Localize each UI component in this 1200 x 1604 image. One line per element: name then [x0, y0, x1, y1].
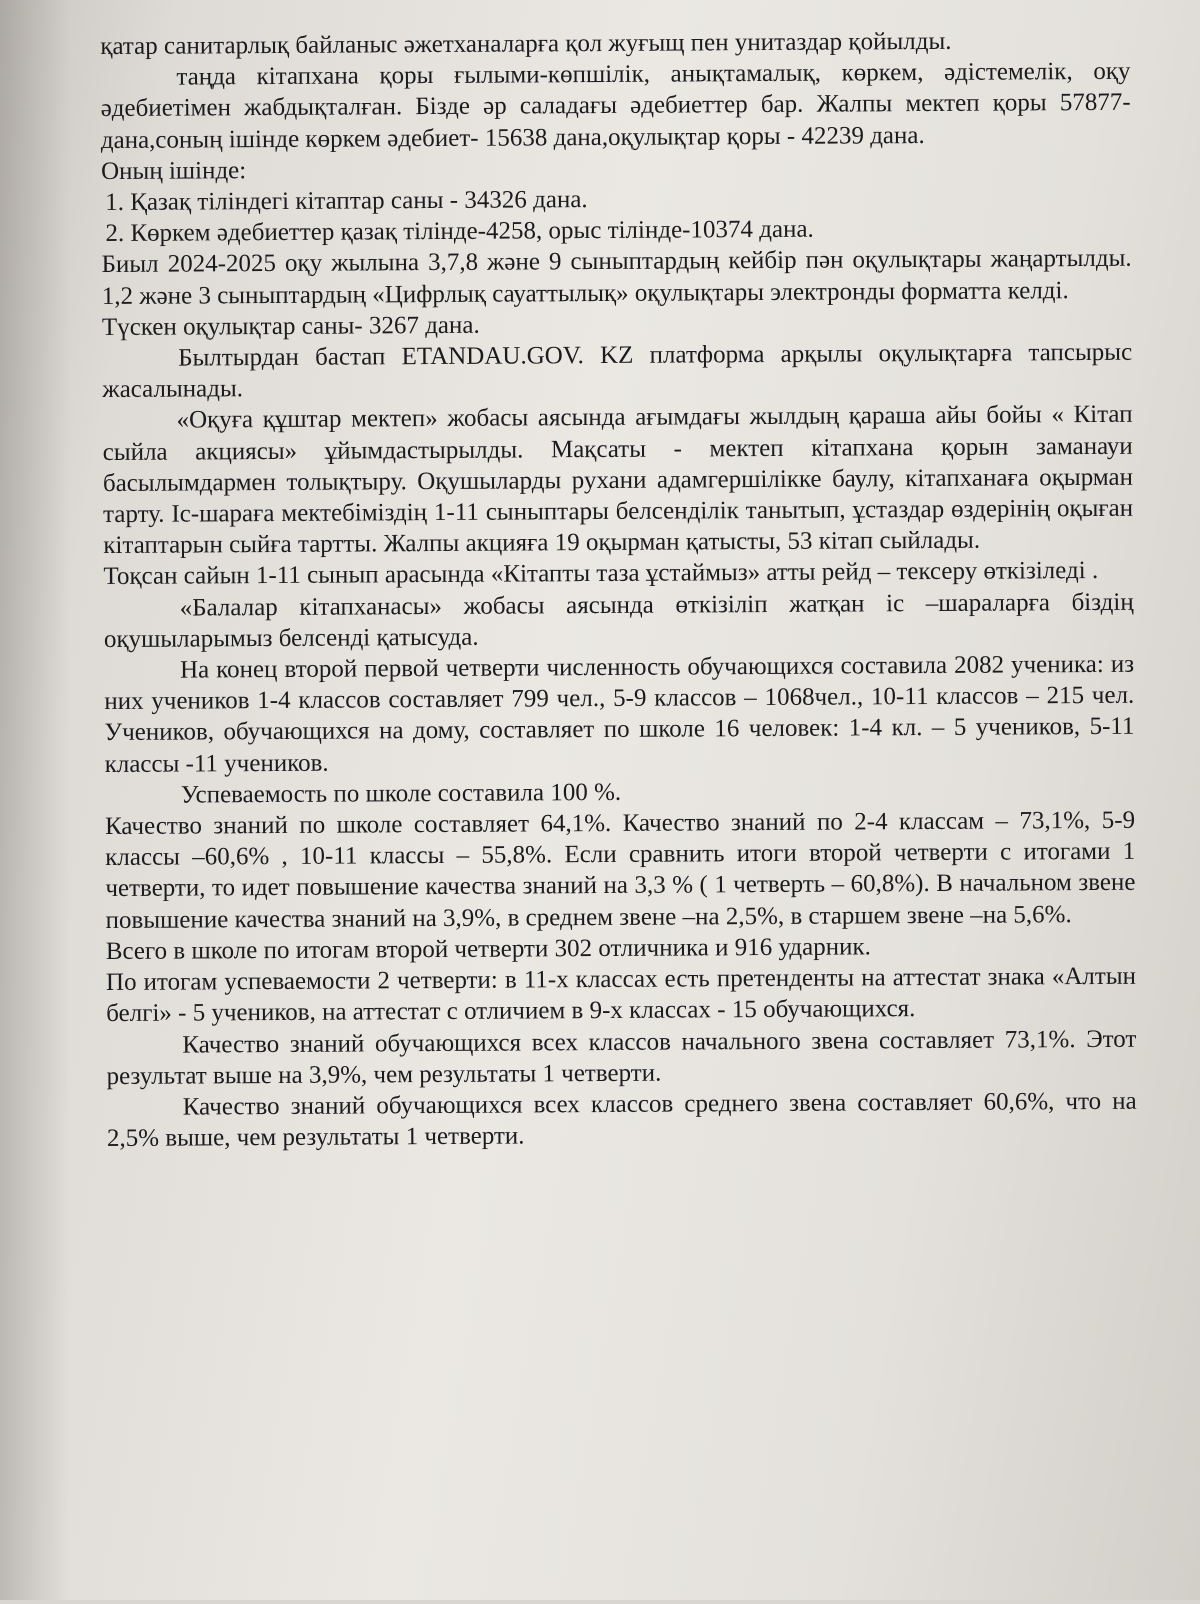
- paragraph-book-gift-campaign: «Оқуға құштар мектеп» жобасы аясында ағымдағы жылдың қараша айы бойы « Кітап сыйла акциясы» ұйымдастырылды. Мақсаты - мектеп кітапхана қорын заманауи басылымдармен толықтыру. Оқушыларды рухани адамгершілікке баулу, кітапханаға оқырман тарту. Іс-шараға мектебіміздің 1-11 сыныптары белсенділік танытып, ұстаздар өздерінің оқыған кітаптарын сыйға тартты. Жалпы акцияға 19 оқырман қатысты, 53 кітап сыйлады.: [102, 401, 1134, 560]
- paragraph-textbooks-updated: Биыл 2024-2025 оқу жылына 3,7,8 және 9 сыныптардың кейбір пән оқулықтары жаңартылды. 1,2 және 3 сыныптардың «Цифрлық сауаттылық» оқулықтары электронды форматта келді.: [101, 245, 1132, 310]
- paragraph-primary-level-quality: Качество знаний обучающихся всех классов начального звена составляет 73,1%. Этот результат выше на 3,9%, чем результаты 1 четверти.: [106, 1025, 1137, 1090]
- paragraph-certificate-candidates: По итогам успеваемости 2 четверти: в 11-х классах есть претенденты на аттестат знака «Алтын белгі» - 5 учеников, на аттестат с отличием в 9-х классах - 15 обучающихся.: [105, 962, 1137, 1028]
- paragraph-knowledge-quality: Качество знаний по школе составляет 64,1%. Качество знаний по 2-4 классам – 73,1%, 5-9 классы –60,6% , 10-11 классы – 55,8%. Если сравнить итоги второй четверти с итогами 1 четверти, то идет повышение качества знаний на 3,3 % ( 1 четверть – 60,8%). В начальном звене повышение качества знаний на 3,9%, в среднем звене –на 2,5%, в старшем звене –на 5,6%.: [104, 806, 1136, 934]
- paragraph-library-fund: таңда кітапхана қоры ғылыми-көпшілік, анықтамалық, көркем, әдістемелік, оқу әдебиетімен жабдықталған. Бізде әр саладағы әдебиеттер бар. Жалпы мектеп қоры 57877-дана,соның ішінде көркем әдебиет- 15638 дана,оқулықтар қоры - 42239 дана.: [100, 57, 1131, 154]
- paragraph-children-library: «Балалар кітапханасы» жобасы аясында өткізіліп жатқан іс –шараларға біздің оқушыларымыз белсенді қатысуда.: [103, 588, 1134, 653]
- list-item-fiction-books: 2. Көркем әдебиеттер қазақ тілінде-4258, орыс тілінде-10374 дана.: [105, 215, 814, 248]
- paragraph-middle-level-quality: Качество знаний обучающихся всех классов среднего звена составляет 60,6%, что на 2,5% выше, чем результаты 1 четверти.: [106, 1087, 1137, 1153]
- paragraph-received-textbooks: Түскен оқулықтар саны- 3267 дана.: [101, 311, 480, 341]
- paragraph-clean-book-raid: Тоқсан сайын 1-11 сынып арасында «Кітапты таза ұстаймыз» атты рейд – тексеру өткізіледі .: [103, 557, 1099, 591]
- paragraph-including-heading: Оның ішінде:: [100, 156, 247, 185]
- paragraph-excellent-students: Всего в школе по итогам второй четверти 302 отличника и 916 ударник.: [105, 933, 871, 965]
- list-item-kazakh-books: 1. Қазақ тіліндегі кітаптар саны - 34326 дана.: [105, 186, 588, 217]
- paragraph-student-count: На конец второй первой четверти численность обучающихся составила 2082 ученика: из них учеников 1-4 классов составляет 799 чел., 5-9 классов – 1068чел., 10-11 классов – 215 чел. Учеников, обучающихся на дому, составляет по школе 16 человек: 1-4 кл. – 5 учеников, 5-11 классы -11 учеников.: [104, 650, 1135, 778]
- paragraph-performance: Успеваемость по школе составила 100 %.: [180, 778, 622, 809]
- paragraph-sanitary: қатар санитарлық байланыс әжетханаларға қол жуғыщ пен унитаздар қойылды.: [100, 27, 952, 61]
- paragraph-etandau-platform: Былтырдан бастап ETANDAU.GOV. KZ платформа арқылы оқулықтарға тапсырыс жасалынады.: [102, 338, 1133, 404]
